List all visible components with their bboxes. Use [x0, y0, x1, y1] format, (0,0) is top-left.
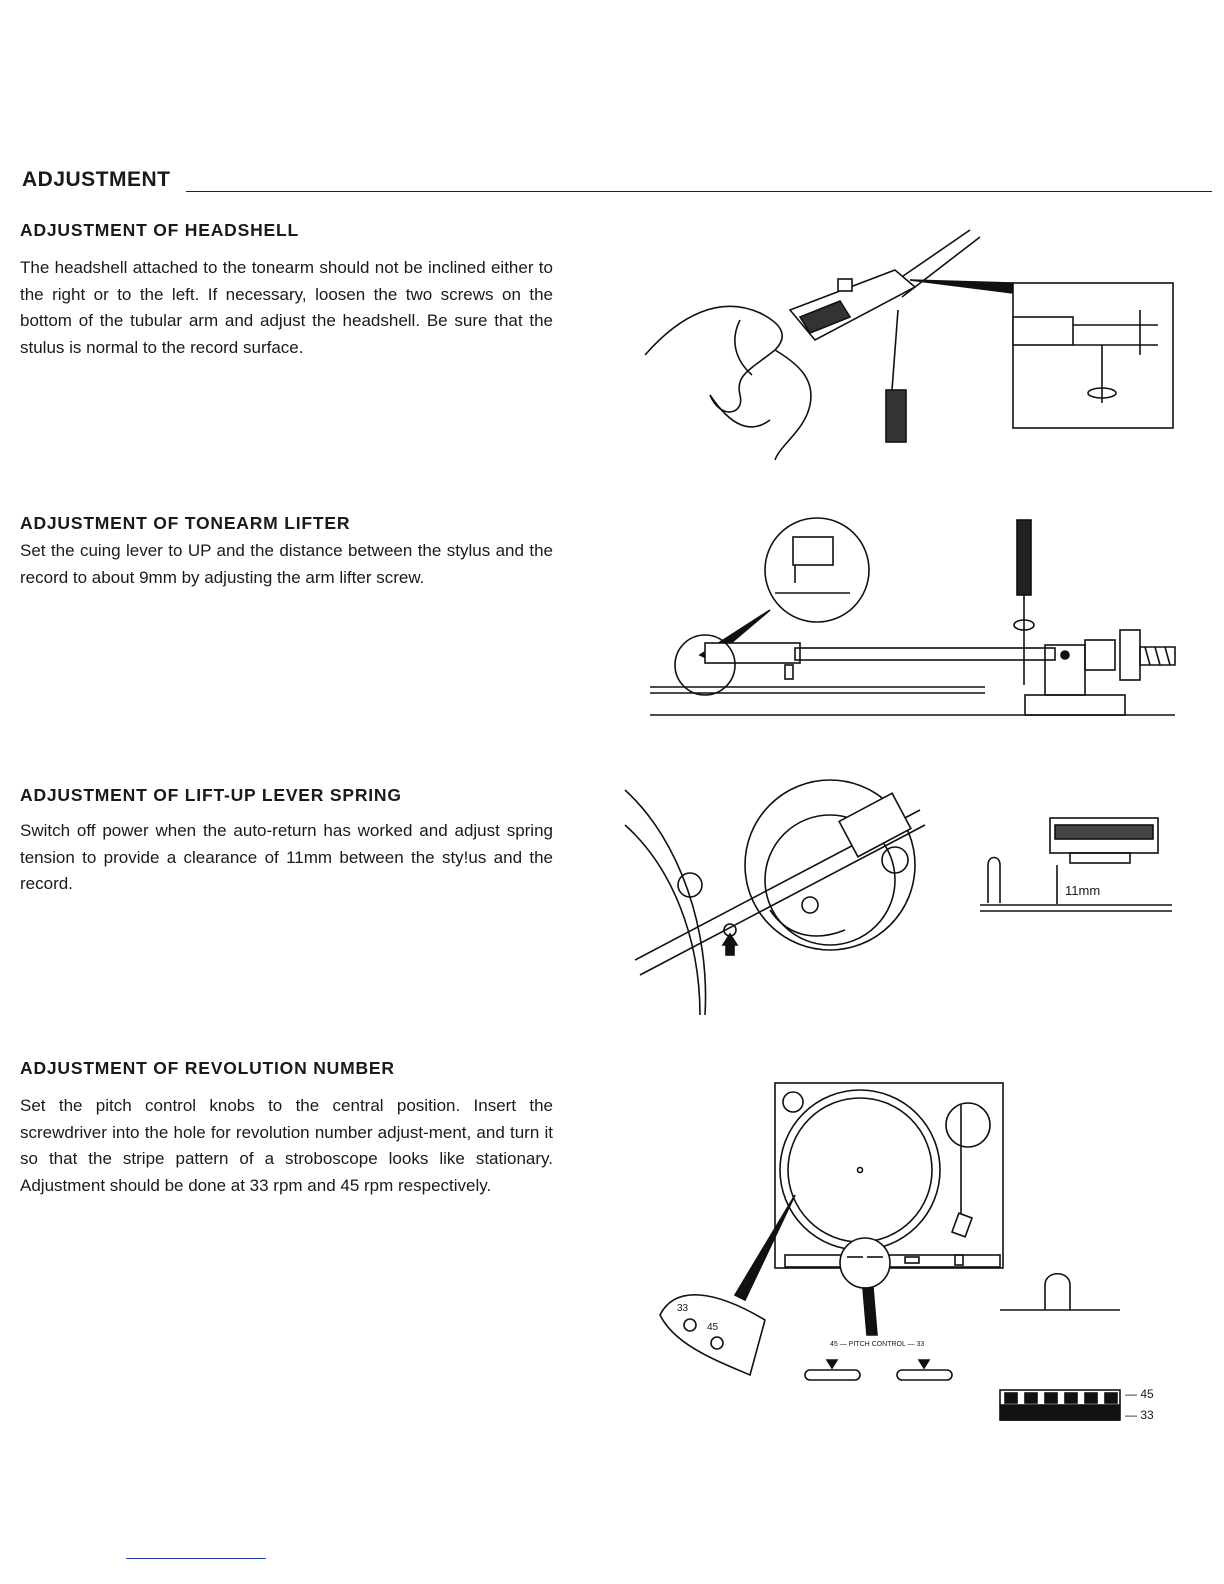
- tonearm-lifter-figure: [645, 515, 1185, 725]
- pitch-control-caption: 45 — PITCH CONTROL — 33: [830, 1341, 925, 1348]
- strobe-label-33: — 33: [1125, 1408, 1154, 1422]
- clearance-label: 11mm: [1065, 883, 1101, 898]
- lift-up-spring-figure: [620, 770, 1180, 1020]
- page-title: ADJUSTMENT: [22, 168, 171, 191]
- section-heading-revolution: ADJUSTMENT OF REVOLUTION NUMBER: [20, 1058, 395, 1078]
- section-body-tonearm-lifter: Set the cuing lever to UP and the distance between the stylus and the record to about 9mm by adjusting the arm lifter screw.: [20, 541, 553, 587]
- strobe-label-45: — 45: [1125, 1387, 1154, 1401]
- dial-label-45: 45: [707, 1322, 719, 1333]
- title-rule: [186, 191, 1212, 192]
- dial-label-33: 33: [677, 1303, 689, 1314]
- section-body-revolution: Set the pitch control knobs to the central position. Insert the screwdriver into the hole for revolution number adjust-ment, and turn it so that the stripe pattern of a stroboscope looks like stationary. Adjustment should be done at 33 rpm and 45 rpm respectively.: [20, 1096, 553, 1195]
- section-body-lift-up-spring: Switch off power when the auto-return has worked and adjust spring tension to provide a clearance of 11mm between the sty!us and the record.: [20, 821, 553, 893]
- section-heading-tonearm-lifter: ADJUSTMENT OF TONEARM LIFTER: [20, 513, 351, 533]
- section-body-headshell: The headshell attached to the tonearm should not be inclined either to the right or to the left. If necessary, loosen the two screws on the bottom of the tubular arm and adjust the headshell. Be sure that the stulus is normal to the record surface.: [20, 258, 553, 357]
- section-heading-lift-up-spring: ADJUSTMENT OF LIFT-UP LEVER SPRING: [20, 785, 402, 805]
- revolution-figure: [655, 1075, 1175, 1435]
- section-heading-headshell: ADJUSTMENT OF HEADSHELL: [20, 220, 299, 240]
- headshell-figure: [640, 225, 1180, 460]
- footer-rule: [126, 1558, 266, 1559]
